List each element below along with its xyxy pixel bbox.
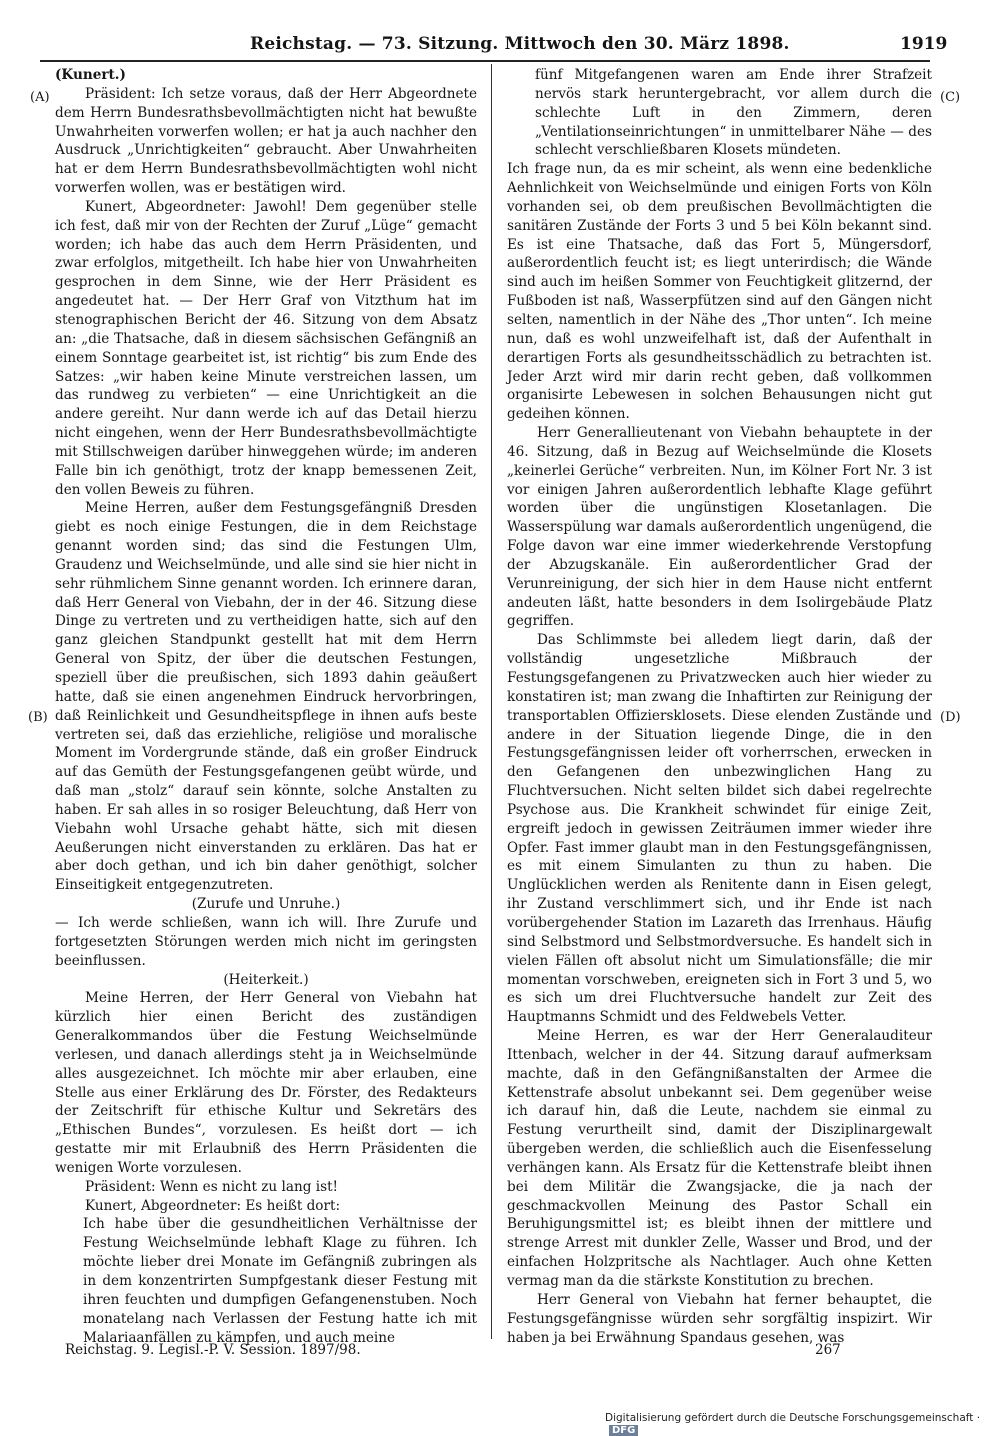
interjection: (Zurufe und Unruhe.): [191, 896, 341, 913]
margin-mark-c: (C): [940, 90, 961, 105]
speaker-tag: (Kunert.): [55, 67, 126, 83]
digitization-note: [605, 1412, 1000, 1436]
paragraph: Kunert, Abgeordneter: Jawohl! Dem gegenüber stelle ich fest, daß mir von der Rechten der Zuruf „Lüge“ gemacht worden; ich habe das auch dem Herrn Präsidenten, und zwar erfolglos, mitgetheilt. Ich habe hier von Unwahrheiten gesprochen in dem Sinne, wie der Herr Präsident es angedeutet hat. — Der Herr Graf von Vitzthum hat im stenographischen Bericht der 46. Sitzung von dem Absatz an: „die Thatsache, daß in diesem sächsischen Gefängniß an einem Sonntage gearbeitet ist, ist richtig“ bis zum Ende des Satzes: „wir haben keine Minute verstreichen lassen, um das rundweg zu verbieten“ — eine Unrichtigkeit an die andere gereiht. Nur dann werde ich auf das Detail hierzu nicht eingehen, wenn der Herr Bundesrathsbevollmächtigte mit Stillschweigen darüber hinweggehen würde; im anderen Falle bin ich genöthigt, trotz der knapp bemessenen Zeit, den vollen Beweis zu führen.: [55, 198, 477, 498]
paragraph: Kunert, Abgeordneter: Es heißt dort:: [85, 1197, 341, 1214]
running-head: Reichstag. — 73. Sitzung. Mittwoch den 30. März 1898.: [250, 34, 790, 54]
margin-mark-d: (D): [940, 710, 961, 725]
paragraph: Ich frage nun, da es mir scheint, als wenn eine bedenkliche Aehnlichkeit von Weichselmünde und einigen Forts von Köln vorhanden sei, ob dem preußischen Bevollmächtigten die sanitären Zustände der Forts 3 und 5 bei Köln bekannt sind. Es ist eine Thatsache, daß das Fort 5, Müngersdorf, außerordentlich feucht ist; es liegt unterirdisch; die Wände sind auch im heißen Sommer von Feuchtigkeit glitzernd, der Fußboden ist naß, Wasserpfützen sind auf den Gängen nicht selten, namentlich in der Nähe des „Thor unten“. Ich meine nun, daß es wohl unzweifelhaft ist, daß der Aufenthalt in derartigen Forts als gesundheitsschädlich zu betrachten ist. Jeder Arzt wird mir darin recht geben, daß vollkommen organisirte Lebewesen in solchen Behausungen nicht gut gedeihen können.: [507, 161, 932, 423]
footer-session: Reichstag. 9. Legisl.-P. V. Session. 1897/98.: [65, 1342, 361, 1358]
paragraph: Präsident: Wenn es nicht zu lang ist!: [85, 1178, 338, 1195]
right-column: [507, 66, 932, 1347]
page-number: 1919: [900, 34, 948, 54]
column-divider: [491, 64, 492, 1339]
paragraph: Herr General von Viebahn hat ferner behauptet, die Festungsgefängnisse würden sehr sorgfältig inspizirt. Wir haben ja bei Erwähnung Spandaus gesehen, was: [507, 1291, 932, 1346]
paragraph: Meine Herren, außer dem Festungsgefängniß Dresden giebt es noch einige Festungen, die in dem Reichstage genannt worden sind; das sind die Festungen Ulm, Graudenz und Weichselmünde, und alle sind sie hier nicht in sehr rühmlichem Sinne genannt worden. Ich erinnere daran, daß Herr General von Viebahn, der in der 46. Sitzung diese Dinge zu vertreten und zu vertheidigen hatte, sich auf den ganz gleichen Standpunkt gestellt hat mit dem Herrn General von Spitz, der über die deutschen Festungen, speziell über die preußischen, sich 1893 dahin geäußert hatte, daß sie einen angenehmen Eindruck hervorbringen, daß Reinlichkeit und Gesundheitspflege in ihnen aufs beste vertreten sei, daß das erziehliche, religiöse und moralische Moment im Vordergrunde stände, daß ein großer Eindruck auf das Gemüth der Festungsgefangenen geübt würde, und daß man „stolz“ darauf sein könnte, solche Anstalten zu haben. Er sah alles in so rosiger Beleuchtung, daß Herr von Viebahn wohl Ursache gehabt hätte, sich mit diesen Aeußerungen nicht einverstanden zu erklären. Das hat er aber doch gethan, und ich bin daher genöthigt, solcher Einseitigkeit entgegenzutreten.: [55, 500, 477, 894]
block-quote: Ich habe über die gesundheitlichen Verhältnisse der Festung Weichselmünde lebhaft Klage zu führen. Ich möchte lieber drei Monate im Gefängniß zubringen als in dem konzentrirten Sumpfgestank dieser Festung mit ihren feuchten und dumpfigen Gefangenenstuben. Noch monatelang nach Verlassen der Festung hatte ich mit Malariaanfällen zu kämpfen, und auch meine: [83, 1216, 477, 1346]
paragraph: Meine Herren, es war der Herr Generalauditeur Ittenbach, welcher in der 44. Sitzung darauf aufmerksam machte, daß in den Gefängnißanstalten der Armee die Kettenstrafe absolut unbekannt sei. Dem gegenüber weise ich darauf hin, daß die Leute, nachdem sie einmal zu Festung verurtheilt sind, damit der Disziplinargewalt übergeben werden, die schließlich auch die Eisenfesselung verhängen kann. Als Ersatz für die Kettenstrafe bleibt ihnen bei dem Militär die Zwangsjacke, die ja nach der geschmackvollen Meinung des Pastor Schall ein Beruhigungsmittel ist; es bleibt ihnen der mittlere und strenge Arrest mit dunkler Zelle, Wasser und Brod, und der einfachen Holzpritsche als Nachtlager. Auch ohne Ketten vermag man da die stärkste Konstitution zu brechen.: [507, 1028, 932, 1289]
footer-signature: 267: [815, 1342, 841, 1358]
block-quote: fünf Mitgefangenen waren am Ende ihrer Strafzeit nervös stark heruntergebracht, vor allem durch die schlechte Luft in den Zimmern, deren „Ventilationseinrichtungen“ in unmittelbarer Nähe — des schlecht verschließbaren Klosets mündeten.: [535, 67, 932, 159]
dfg-logo: DFG: [609, 1425, 638, 1436]
paragraph: Herr Generallieutenant von Viebahn behauptete in der 46. Sitzung, daß in Bezug auf Weichselmünde die Klosets „keinerlei Gerüche“ verbreiten. Nun, im Kölner Fort Nr. 3 ist vor einigen Jahren außerordentlich lebhafte Klage geführt worden über die ungünstigen Klosetanlagen. Die Wasserspülung war damals außerordentlich ungenügend, die Folge davon war eine immer wiederkehrende Verstopfung der Abzugskanäle. Ein außerordentlicher Grad der Verunreinigung, der sich hier in dem Hause nicht entfernt andeuten läßt, hatte besonders in dem Isolirgebäude Platz gegriffen.: [507, 425, 932, 630]
paragraph: Meine Herren, der Herr General von Viebahn hat kürzlich hier einen Bericht des zuständigen Generalkommandos über die Festung Weichselmünde verlesen, und danach allerdings steht ja in Weichselmünde alles ausgezeichnet. Ich möchte mir aber erlauben, eine Stelle aus einer Erklärung des Dr. Förster, des Redakteurs der Zeitschrift für ethische Kultur und Sekretärs des „Ethischen Bundes“, vorzulesen. Es heißt dort — ich gestatte mir mit Erlaubniß des Herrn Präsidenten die wenigen Worte vorzulesen.: [55, 990, 477, 1176]
paragraph: Das Schlimmste bei alledem liegt darin, daß der vollständig ungesetzliche Mißbrauch der Festungsgefangenen zu Privatzwecken auch hier wieder zu konstatiren ist; man zwang die Inhaftirten zur Reinigung der transportablen Offiziersklosets. Diese elenden Zustände und andere in der Situation liegende Dinge, die in den Festungsgefängnissen leider oft vorherrschen, erwecken in den Gefangenen den unbezwinglichen Hang zu Fluchtversuchen. Nicht selten bildet sich dabei regelrechte Psychose aus. Die Krankheit schwindet für einige Zeit, ergreift jedoch in gewissen Zeiträumen immer wieder ihre Opfer. Fast immer glaubt man in den Festungsgefängnissen, es mit einem Simulanten zu thun zu haben. Die Unglücklichen werden als Renitente dann in Eisen gelegt, ihr Zustand verschlimmert sich, und ihr Ende ist nach vorübergehender Station im Lazareth das Irrenhaus. Häufig sind Selbstmord und Selbstmordversuche. Es handelt sich in vielen Fällen oft absolut nicht um Simulationsfälle; die mir momentan vorschweben, ereigneten sich in Fort 3 und 5, wo es sich um drei Fluchtversuche handelt zur Zeit des Hauptmanns Schmidt und des Feldwebels Vetter.: [507, 632, 932, 1026]
digitization-text: Digitalisierung gefördert durch die Deutsche Forschungsgemeinschaft ·: [605, 1412, 981, 1424]
paragraph: — Ich werde schließen, wann ich will. Ihre Zurufe und fortgesetzten Störungen werden mich nicht im geringsten beeinflussen.: [55, 914, 477, 969]
paragraph: Präsident: Ich setze voraus, daß der Herr Abgeordnete dem Herrn Bundesrathsbevollmächtigten nicht hat bewußte Unwahrheiten vorwerfen wollen; er hat ja auch nachher den Ausdruck „Unrichtigkeiten“ gebraucht. Aber Unwahrheiten hat er dem Herrn Bundesrathsbevollmächtigten wohl nicht vorwerfen wollen, was er bestätigen wird.: [55, 85, 477, 197]
header-rule: [40, 60, 930, 62]
interjection: (Heiterkeit.): [223, 971, 309, 988]
left-column: [55, 66, 477, 1347]
margin-mark-b: (B): [28, 710, 48, 725]
margin-mark-a: (A): [30, 90, 50, 105]
